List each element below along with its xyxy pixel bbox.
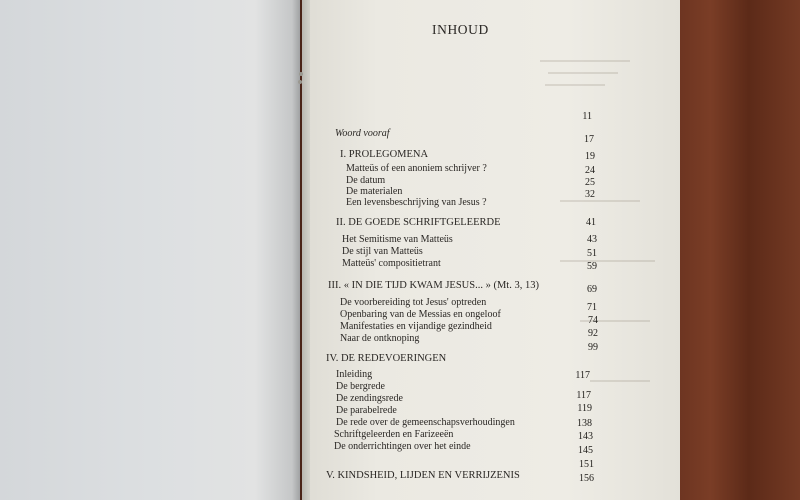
toc-entry: De zendingsrede <box>336 393 403 404</box>
page-number: 119 <box>577 403 592 414</box>
toc-entry: De materialen <box>346 186 403 197</box>
toc-entry: Openbaring van de Messias en ongeloof <box>340 309 501 320</box>
page-number: 117 <box>575 370 590 381</box>
page-number: 11 <box>582 111 592 122</box>
toc-entry: Schriftgeleerden en Farizeeën <box>334 429 454 440</box>
toc-entry: De voorbereiding tot Jesus' optreden <box>340 297 487 308</box>
page-number: 99 <box>588 342 598 353</box>
page-number: 19 <box>585 151 595 162</box>
page-number: 143 <box>578 431 593 442</box>
page-number: 32 <box>585 189 595 200</box>
page-number: 59 <box>587 261 597 272</box>
page-number: 151 <box>579 459 594 470</box>
toc-section: V. KINDSHEID, LIJDEN EN VERRIJZENIS <box>326 470 520 481</box>
page-number: 69 <box>587 284 597 295</box>
toc-entry: Matteüs' compositietrant <box>342 258 441 269</box>
toc-entry: De rede over de gemeenschapsverhoudingen <box>336 417 515 428</box>
toc-entry: De bergrede <box>336 381 385 392</box>
toc-section: IV. DE REDEVOERINGEN <box>326 353 447 364</box>
page-number: 138 <box>577 418 592 429</box>
toc-entry: De onderrichtingen over het einde <box>334 441 471 452</box>
toc-entry: Manifestaties en vijandige gezindheid <box>340 321 492 332</box>
page-number: 156 <box>579 473 594 484</box>
toc-entry: Een levensbeschrijving van Jesus ? <box>346 197 487 208</box>
toc-entry: Inleiding <box>336 369 373 380</box>
toc-section: I. PROLEGOMENA <box>340 149 429 160</box>
page-number: 71 <box>587 302 597 313</box>
toc-entry: Het Semitisme van Matteüs <box>342 234 453 245</box>
page-title: INHOUD <box>432 22 489 37</box>
toc-entry: De datum <box>346 175 386 186</box>
toc-entry: De parabelrede <box>336 405 397 416</box>
toc-entry: De stijl van Matteüs <box>342 246 423 257</box>
page-number: 43 <box>587 234 597 245</box>
page-number: 92 <box>588 328 598 339</box>
toc-section: II. DE GOEDE SCHRIFTGELEERDE <box>336 217 501 228</box>
page-number: 41 <box>586 217 596 228</box>
page-number: 25 <box>585 177 595 188</box>
toc-entry: Woord vooraf <box>335 128 390 139</box>
page-number: 24 <box>585 165 595 176</box>
page-number: 17 <box>584 134 594 145</box>
toc-section: III. « IN DIE TIJD KWAM JESUS... » (Mt. 3, 13) <box>328 280 539 291</box>
toc-entry: Matteüs of een anoniem schrijver ? <box>346 163 487 174</box>
page-number: 145 <box>578 445 593 456</box>
page-number: 74 <box>588 315 598 326</box>
page-number: 117 <box>576 390 591 401</box>
page-number: 51 <box>587 248 597 259</box>
toc-entry: Naar de ontknoping <box>340 333 420 344</box>
